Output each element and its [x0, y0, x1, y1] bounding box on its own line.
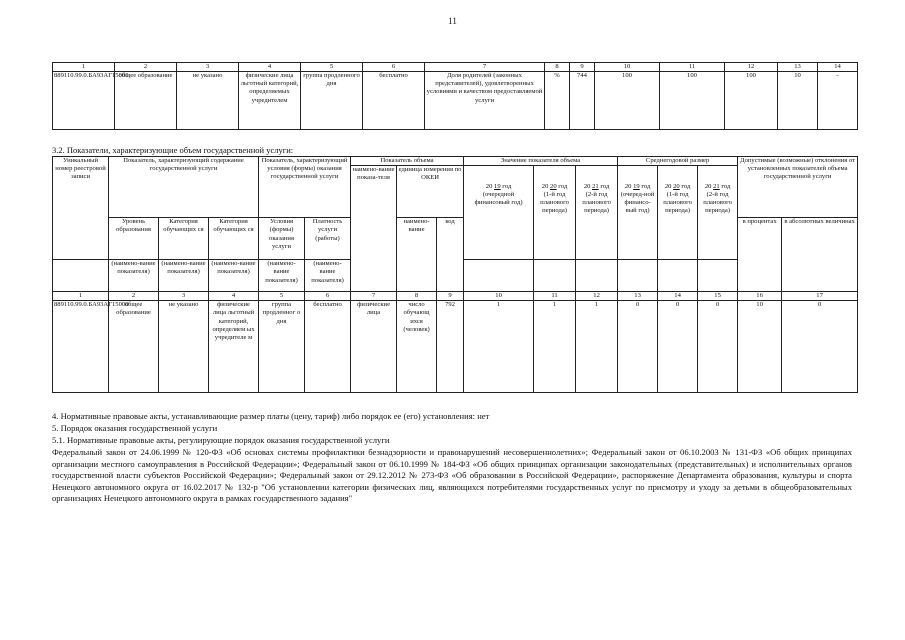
header-year-2: 20 20 год (1-й год планового периода) [534, 166, 576, 260]
header-year-1: 20 19 год (очередной финансовый год) [464, 166, 534, 260]
deviation-absolute: - [818, 72, 858, 130]
header-unit-name: наимено-вание [397, 218, 437, 292]
header-volume-name: наимено-вание показа-теля [351, 166, 397, 292]
col-num: 13 [778, 63, 818, 72]
okei-code: 744 [570, 72, 595, 130]
header-conditions-indicator: Показатель, характеризующий условия (формы) оказания государственной услуги [259, 157, 351, 218]
col-num: 14 [818, 63, 858, 72]
value-year-3: 1 [576, 301, 618, 393]
column-number-row [53, 292, 858, 301]
value-year-1: 1 [464, 301, 534, 393]
col-num: 2 [115, 63, 177, 72]
deviation-percent: 10 [778, 72, 818, 130]
col-num: 10 [595, 63, 660, 72]
student-category: не указано [177, 72, 239, 130]
header-category-2: Категория обучающих ся [209, 218, 259, 260]
registry-code: 889110.99.0.БА93АГ15000 [53, 301, 109, 393]
header-avg-year-2: 20 20 год (1-й год планового периода) [658, 166, 698, 260]
header-empty [53, 260, 109, 292]
header-empty [698, 260, 738, 292]
header-deviations: Допустимые (возможные) отклонения от установленных показателей объема государственной услуги [738, 157, 858, 218]
col-num: 16 [738, 292, 782, 301]
persons-category: физические лица льготный категорий, определяемых учредителем [239, 72, 301, 130]
col-num: 4 [209, 292, 259, 301]
service-fee: бесплатно [363, 72, 425, 130]
col-num: 1 [53, 63, 115, 72]
col-num: 7 [425, 63, 545, 72]
col-num: 7 [351, 292, 397, 301]
registry-code: 889110.99.0.БА93АГ15000 [53, 72, 115, 130]
service-form: группа продленног о дня [259, 301, 305, 393]
persons-category: физические лица льготный категорий, определяем ых учредителе м [209, 301, 259, 393]
col-num: 12 [576, 292, 618, 301]
header-indicator-name: (наимено-вание показателя) [109, 260, 159, 292]
header-avg-year-1: 20 19 год (очеред-ной финансо-вый год) [618, 166, 658, 260]
col-num: 11 [660, 63, 725, 72]
header-volume-indicator: Показатель объема [351, 157, 464, 166]
value-2019: 100 [595, 72, 660, 130]
col-num: 6 [363, 63, 425, 72]
col-num: 3 [159, 292, 209, 301]
col-num: 11 [534, 292, 576, 301]
deviation-absolute: 0 [782, 301, 858, 393]
avg-year-1: 0 [618, 301, 658, 393]
header-content-indicator: Показатель, характеризующий содержание государственной услуги [109, 157, 259, 218]
col-num: 3 [177, 63, 239, 72]
header-empty [658, 260, 698, 292]
paragraph-5-1-text: Федеральный закон от 24.06.1999 № 120-ФЗ «Об основах системы профилактики безнадзорности и правонарушений несовершеннолетних»; Федеральный закон от 06.10.2003 № 131-ФЗ «Об общих принципах организации местного самоуправления в Российской Федерации»; Федеральный закон от 06.10.1999 № 184-ФЗ «Об общих принципах организации законодательных (представительных) и исполнительных органов государственной власти субъектов Российской Федерации»; Федеральный закон от 29.12.2012 № 273-ФЗ «Об образовании в Российской Федерации», распоряжение Департамента образования, культуры и спорта Ненецкого автономного округа от 16.02.2017 № 132-р "Об установлении категории физических лиц, являющихся потребителями государственных услуг по присмотру и уходу за детьми в общеобразовательных организациях Ненецкого автономного округа в рамках государственного задания" [52, 447, 852, 504]
header-unit-code: код [437, 218, 464, 292]
paragraph-5-1: 5.1. Нормативные правовые акты, регулирующие порядок оказания государственной услуги [52, 435, 390, 445]
header-paid: Платность услуги (работы) [305, 218, 351, 260]
unit-name: число обучающ ихся (человек) [397, 301, 437, 393]
header-volume-unit: единица измерения по ОКЕИ [397, 166, 464, 218]
student-category: не указано [159, 301, 209, 393]
header-volume-values: Значение показателя объема [464, 157, 618, 166]
header-empty [576, 260, 618, 292]
okei-code: 792 [437, 301, 464, 393]
header-indicator-name: (наимено-вание показателя) [305, 260, 351, 292]
education-level: общее образование [115, 72, 177, 130]
paragraph-4: 4. Нормативные правовые акты, устанавливающие размер платы (цену, тариф) либо порядок ее (его) установления: нет [52, 411, 490, 421]
quality-indicators-table [52, 62, 858, 130]
header-indicator-name: (наимено-вание показателя) [159, 260, 209, 292]
col-num: 14 [658, 292, 698, 301]
avg-year-3: 0 [698, 301, 738, 393]
col-num: 2 [109, 292, 159, 301]
header-empty [464, 260, 534, 292]
indicator-name: Доля родителей (законных представителей), удовлетворенных условиями и качеством предоставляемой услуги [425, 72, 545, 130]
header-indicator-name: (наимено-вание показателя) [259, 260, 305, 292]
table-row [53, 301, 858, 393]
deviation-percent: 10 [738, 301, 782, 393]
col-num: 6 [305, 292, 351, 301]
col-num: 15 [698, 292, 738, 301]
paragraph-5: 5. Порядок оказания государственной услуги [52, 423, 218, 433]
col-num: 10 [464, 292, 534, 301]
service-form: группа продленного дня [301, 72, 363, 130]
header-category-1: Категория обучающих ся [159, 218, 209, 260]
header-indicator-name: (наимено-вание показателя) [209, 260, 259, 292]
column-number-row [53, 63, 858, 72]
avg-year-2: 0 [658, 301, 698, 393]
section-title: 3.2. Показатели, характеризующие объем государственной услуги: [52, 145, 294, 155]
value-2021: 100 [725, 72, 778, 130]
header-conditions: Условия (формы) оказания услуги [259, 218, 305, 260]
header-year-3: 20 21 год (2-й год планового периода) [576, 166, 618, 260]
table-row [53, 72, 858, 130]
education-level: общее образование [109, 301, 159, 393]
header-annual-average: Среднегодовой размер [618, 157, 738, 166]
header-percent: в процентах [738, 218, 782, 292]
page-number: 11 [448, 16, 457, 26]
header-avg-year-3: 20 21 год (2-й год планового периода) [698, 166, 738, 260]
col-num: 9 [570, 63, 595, 72]
volume-indicators-table [52, 156, 858, 393]
header-unique-number: Уникальный номер реестровой записи [53, 157, 109, 260]
col-num: 5 [301, 63, 363, 72]
service-fee: бесплатно [305, 301, 351, 393]
value-year-2: 1 [534, 301, 576, 393]
value-2020: 100 [660, 72, 725, 130]
header-level: Уровень образования [109, 218, 159, 260]
header-empty [534, 260, 576, 292]
col-num: 1 [53, 292, 109, 301]
col-num: 4 [239, 63, 301, 72]
col-num: 13 [618, 292, 658, 301]
unit: % [545, 72, 570, 130]
header-empty [618, 260, 658, 292]
col-num: 5 [259, 292, 305, 301]
header-absolute: в абсолютных величинах [782, 218, 858, 292]
col-num: 12 [725, 63, 778, 72]
col-num: 9 [437, 292, 464, 301]
col-num: 8 [545, 63, 570, 72]
indicator-name: физические лица [351, 301, 397, 393]
col-num: 17 [782, 292, 858, 301]
col-num: 8 [397, 292, 437, 301]
